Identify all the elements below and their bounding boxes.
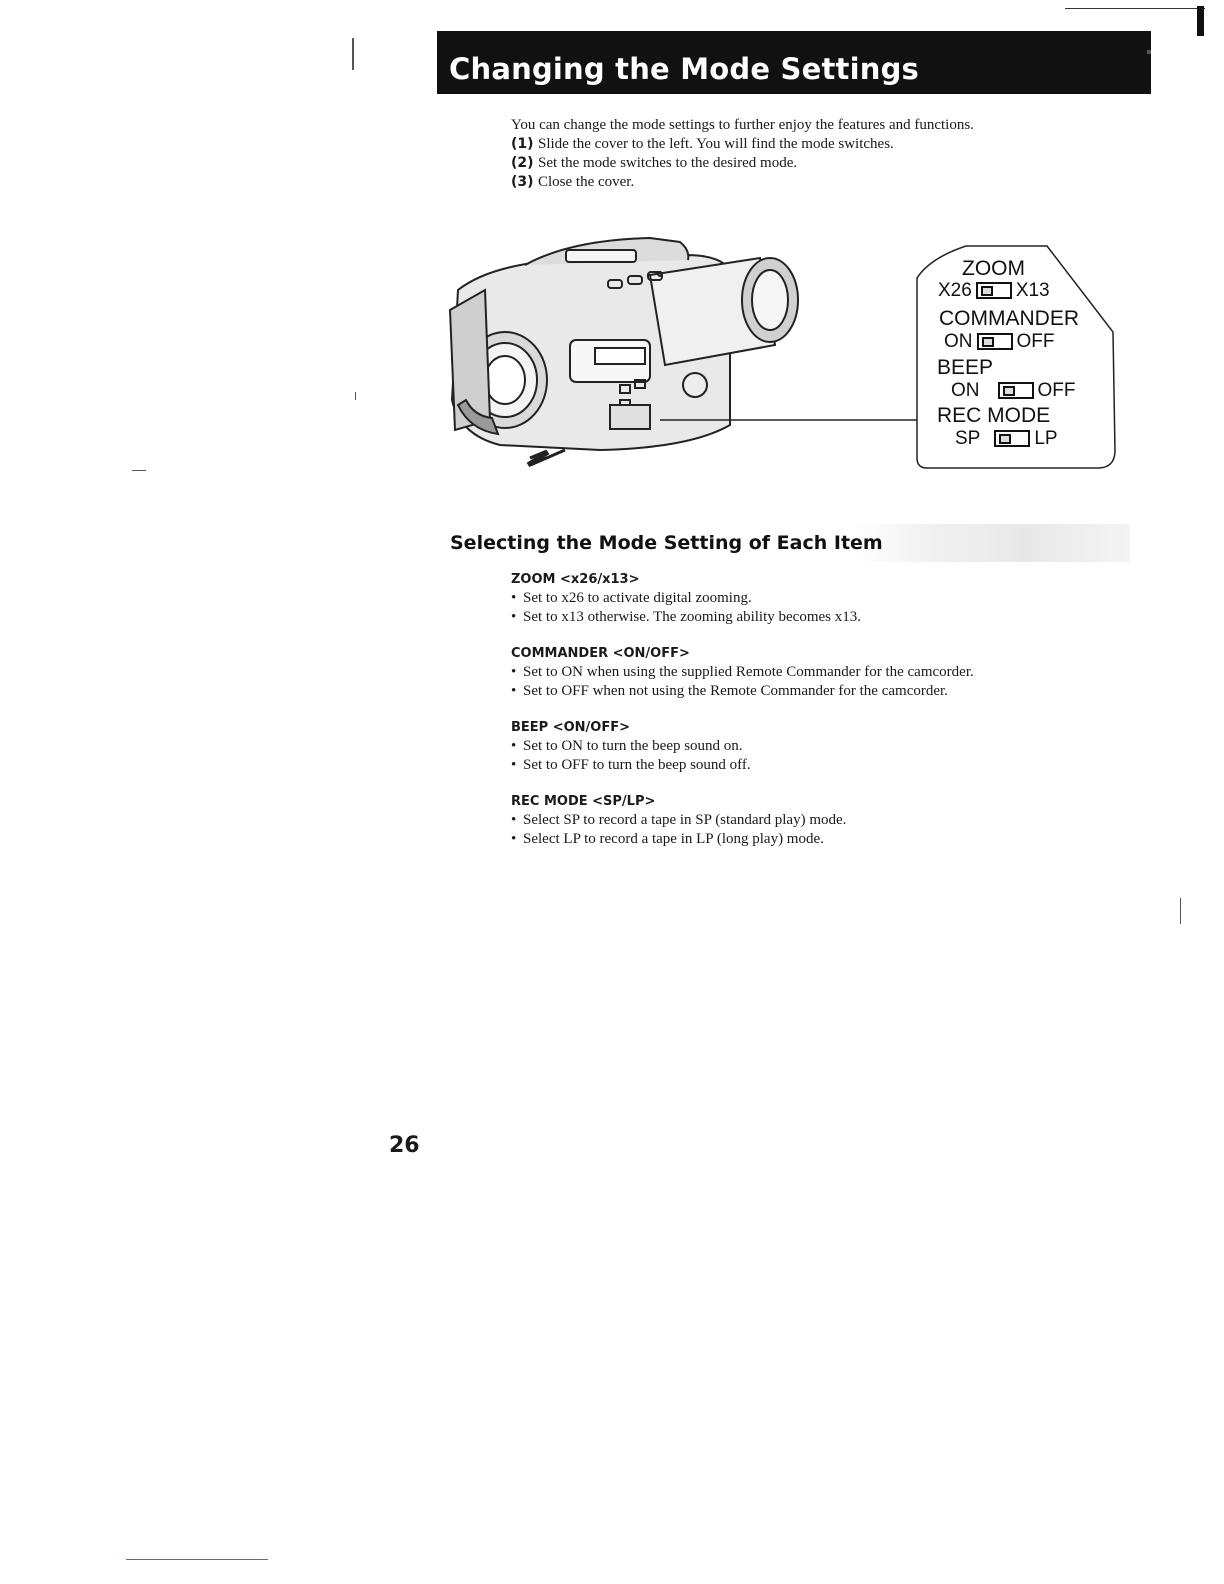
bullet-dot: • [511,683,517,699]
mode-item [511,645,1091,701]
rec-mode-switch-label: REC MODE [937,404,1051,427]
item-title: REC MODE <SP/LP> [511,794,656,809]
bullet-text: Set to ON to turn the beep sound on. [523,738,743,754]
beep-right-option: OFF [1037,380,1076,401]
rec-mode-right-option: LP [1034,428,1058,449]
bullet-dot: • [511,664,517,680]
page-number: 26 [389,1133,420,1158]
switch-knob [982,337,994,347]
intro-step [511,154,1071,173]
zoom-left-option: X26 [938,280,972,301]
scan-speck [1147,50,1151,54]
bullet-line [511,737,1091,756]
bullet-dot: • [511,590,517,606]
switch-knob [999,434,1011,444]
switch-knob [1003,386,1015,396]
bullet-text: Select SP to record a tape in SP (standard play) mode. [523,812,847,828]
commander-switch-slider[interactable] [977,333,1013,350]
item-title: ZOOM <x26/x13> [511,572,640,587]
zoom-switch-slider[interactable] [976,282,1012,299]
intro-lead: You can change the mode settings to further enjoy the features and functions. [511,117,974,133]
section-heading: Selecting the Mode Setting of Each Item [450,532,883,554]
corner-rule [1065,8,1205,9]
intro-step [511,173,1071,192]
camcorder-figure [430,220,1130,490]
mode-switch-panel [935,252,1115,472]
bullet-text: Select LP to record a tape in LP (long play) mode. [523,831,824,847]
bullet-line [511,589,1091,608]
step-number: (2) [511,155,534,171]
beep-switch-slider[interactable] [998,382,1034,399]
bullet-dot: • [511,831,517,847]
title-bar [437,31,1151,94]
bullet-text: Set to x13 otherwise. The zooming ability becomes x13. [523,609,861,625]
step-text: Set the mode switches to the desired mode. [538,155,798,171]
mode-item [511,793,1091,849]
bullet-text: Set to ON when using the supplied Remote Commander for the camcorder. [523,664,974,680]
bullet-line [511,608,1091,627]
beep-left-option: ON [951,380,980,401]
bullet-line [511,811,1091,830]
page-title: Changing the Mode Settings [449,52,920,86]
bullet-text: Set to x26 to activate digital zooming. [523,590,752,606]
commander-switch-label: COMMANDER [939,307,1079,330]
bullet-line [511,830,1091,849]
bullet-line [511,663,1091,682]
corner-crop-mark [1197,6,1204,36]
item-title: BEEP <ON/OFF> [511,720,630,735]
bullet-text: Set to OFF to turn the beep sound off. [523,757,751,773]
bullet-line [511,756,1091,775]
rec-mode-left-option: SP [955,428,981,449]
bullet-dot: • [511,609,517,625]
switch-knob [981,286,993,296]
zoom-switch[interactable] [938,281,1050,300]
scan-speck [132,470,146,471]
zoom-switch-label: ZOOM [962,257,1025,280]
beep-switch[interactable] [951,381,1076,400]
section-heading-bar [440,524,1130,562]
bullet-dot: • [511,812,517,828]
rec-mode-switch-slider[interactable] [994,430,1030,447]
beep-switch-label: BEEP [937,356,994,379]
bullet-text: Set to OFF when not using the Remote Commander for the camcorder. [523,683,948,699]
commander-left-option: ON [944,331,973,352]
rec-mode-switch[interactable] [955,429,1058,448]
commander-right-option: OFF [1016,331,1055,352]
scan-speck [355,392,356,400]
scan-speck [352,38,354,70]
step-number: (3) [511,174,534,190]
bottom-rule [126,1559,268,1560]
item-title: COMMANDER <ON/OFF> [511,646,690,661]
mode-item [511,719,1091,775]
step-number: (1) [511,136,534,152]
mode-item [511,571,1091,627]
step-text: Slide the cover to the left. You will find the mode switches. [538,136,894,152]
bullet-dot: • [511,738,517,754]
mode-items-list [511,571,1091,867]
step-text: Close the cover. [538,174,635,190]
intro-step [511,135,1071,154]
zoom-right-option: X13 [1015,280,1050,301]
scan-speck [1180,898,1181,924]
commander-switch[interactable] [944,332,1055,351]
intro-block [511,116,1071,192]
bullet-dot: • [511,757,517,773]
bullet-line [511,682,1091,701]
